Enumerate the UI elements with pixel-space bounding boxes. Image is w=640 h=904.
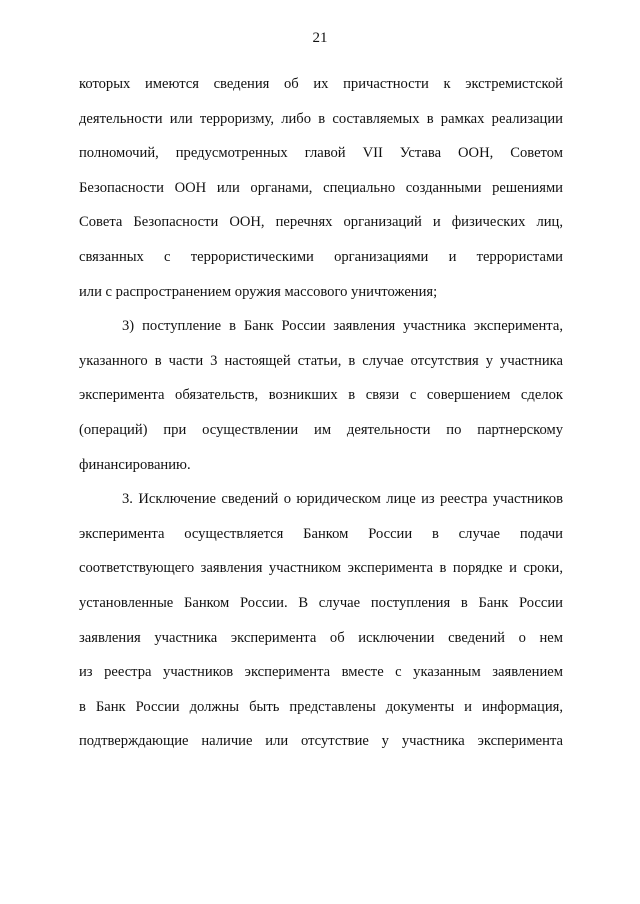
- text-line: установленные Банком России. В случае поступления в Банк России: [79, 594, 563, 611]
- text-line: или с распространением оружия массового уничтожения;: [79, 283, 438, 300]
- text-line: в Банк России должны быть представлены документы и информация,: [79, 698, 563, 715]
- page-number: 21: [312, 30, 328, 46]
- document-body: [79, 67, 563, 759]
- text-line: полномочий, предусмотренных главой VII Устава ООН, Советом: [79, 145, 563, 162]
- text-line: эксперимента осуществляется Банком России в случае подачи: [79, 525, 563, 542]
- text-line: (операций) при осуществлении им деятельности по партнерскому: [79, 421, 563, 438]
- text-line: связанных с террористическими организациями и террористами: [79, 248, 563, 265]
- text-line: деятельности или терроризму, либо в составляемых в рамках реализации: [79, 110, 563, 127]
- text-line: подтверждающие наличие или отсутствие у участника эксперимента: [79, 733, 563, 750]
- text-line: 3. Исключение сведений о юридическом лице из реестра участников: [122, 491, 563, 508]
- text-line: финансированию.: [79, 456, 191, 473]
- text-line: эксперимента обязательств, возникших в связи с совершением сделок: [79, 387, 563, 404]
- text-line: указанного в части 3 настоящей статьи, в случае отсутствия у участника: [79, 352, 563, 369]
- text-line: соответствующего заявления участником эксперимента в порядке и сроки,: [79, 560, 563, 577]
- text-line: Безопасности ООН или органами, специально созданными решениями: [79, 179, 563, 196]
- text-line: Совета Безопасности ООН, перечнях организаций и физических лиц,: [79, 214, 563, 231]
- text-line: 3) поступление в Банк России заявления участника эксперимента,: [122, 318, 563, 335]
- text-line: из реестра участников эксперимента вместе с указанным заявлением: [79, 664, 563, 681]
- text-line: заявления участника эксперимента об исключении сведений о нем: [79, 629, 563, 646]
- text-line: которых имеются сведения об их причастности к экстремистской: [79, 76, 563, 92]
